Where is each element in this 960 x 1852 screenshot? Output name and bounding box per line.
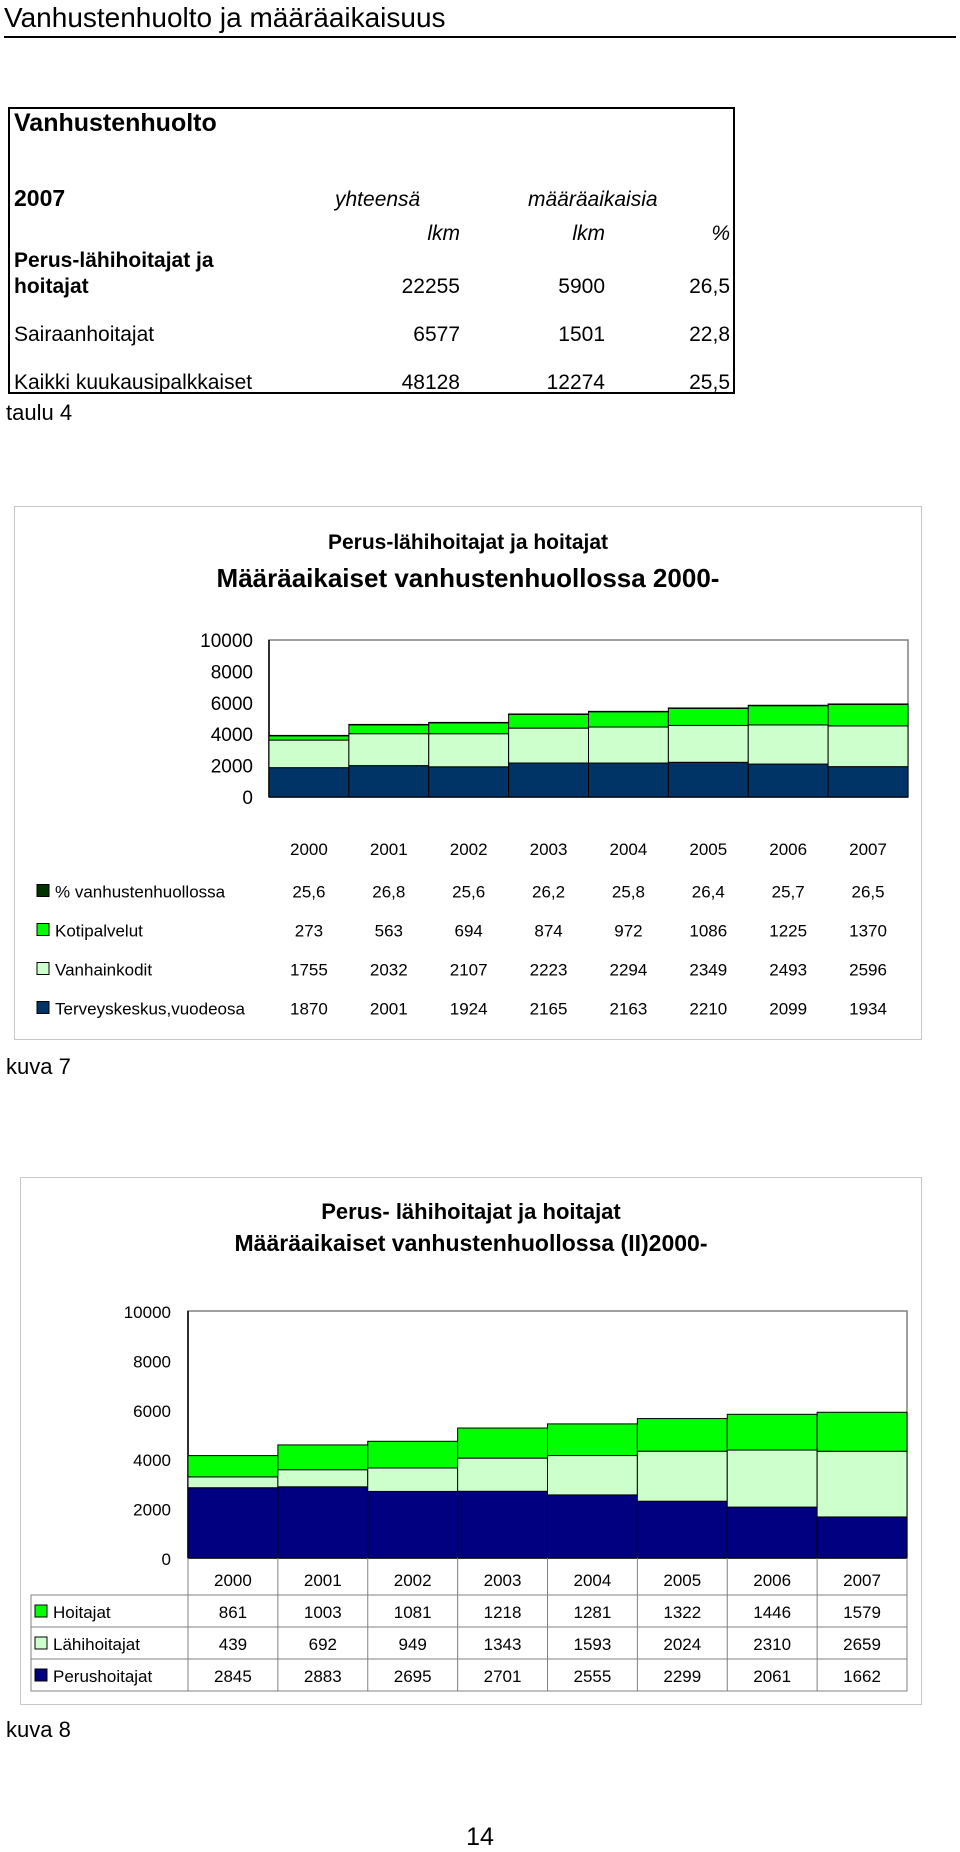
bar-segment [637, 1419, 727, 1452]
data-label: 25,8 [612, 883, 645, 902]
cell-total: 48128 [340, 371, 460, 395]
data-label: 2001 [370, 1000, 408, 1019]
data-label: 1593 [574, 1635, 612, 1654]
x-tick-label: 2007 [849, 840, 887, 859]
bar-segment [188, 1488, 278, 1558]
data-label: 25,6 [452, 883, 485, 902]
bar-segment [429, 767, 509, 797]
data-label: 1579 [843, 1603, 881, 1622]
data-label: 25,7 [772, 883, 805, 902]
page-number: 14 [0, 1823, 960, 1852]
bar-segment [727, 1414, 817, 1450]
y-tick-label: 0 [162, 1550, 171, 1569]
bar-segment [349, 725, 429, 734]
data-label: 1343 [484, 1635, 522, 1654]
data-label: 563 [375, 922, 403, 941]
bar-segment [828, 767, 908, 797]
data-label: 1003 [304, 1603, 342, 1622]
bar-segment [817, 1451, 907, 1517]
x-tick-label: 2000 [214, 1571, 252, 1590]
bar-segment [817, 1412, 907, 1451]
data-label: 874 [534, 922, 562, 941]
data-label: 692 [309, 1635, 337, 1654]
y-tick-label: 6000 [211, 694, 253, 715]
bar-segment [458, 1458, 548, 1491]
bar-segment [429, 723, 509, 734]
row-label: Perus-lähihoitajat ja [14, 249, 214, 273]
x-tick-label: 2000 [290, 840, 328, 859]
data-label: 1924 [450, 1000, 488, 1019]
unit-pct: % [660, 222, 730, 246]
data-label: 2107 [450, 961, 488, 980]
bar-segment [269, 740, 349, 768]
cell-fixed: 5900 [485, 275, 605, 299]
chart-subtitle: Määräaikaiset vanhustenhuollossa 2000- [15, 563, 921, 594]
table-caption: taulu 4 [6, 400, 72, 426]
bar-segment [589, 712, 669, 727]
bar-segment [349, 766, 429, 797]
data-label: 1322 [663, 1603, 701, 1622]
chart-kuva-8 [20, 1177, 922, 1705]
staff-table [8, 107, 735, 394]
x-tick-label: 2001 [304, 1571, 342, 1590]
data-label: 2845 [214, 1667, 252, 1686]
data-label: 949 [399, 1635, 427, 1654]
y-tick-label: 6000 [133, 1402, 171, 1421]
y-tick-label: 0 [242, 788, 253, 809]
bar-segment [548, 1424, 638, 1456]
cell-total: 6577 [340, 323, 460, 347]
page-header-title: Vanhustenhuolto ja määräaikaisuus [4, 2, 446, 34]
legend-label: Lähihoitajat [53, 1635, 140, 1654]
legend-label: Terveyskeskus,vuodeosa [55, 1000, 245, 1019]
bar-segment [748, 725, 828, 764]
y-tick-label: 8000 [133, 1352, 171, 1371]
legend-label: Kotipalvelut [55, 922, 143, 941]
data-label: 2883 [304, 1667, 342, 1686]
unit-lkm-total: lkm [390, 222, 460, 246]
cell-total: 22255 [340, 275, 460, 299]
bar-segment [269, 736, 349, 740]
data-label: 2555 [574, 1667, 612, 1686]
x-tick-label: 2002 [450, 840, 488, 859]
bar-segment [278, 1487, 368, 1558]
legend-label: Hoitajat [53, 1603, 111, 1622]
unit-lkm-fixed: lkm [525, 222, 605, 246]
bar-segment [727, 1507, 817, 1558]
legend-label: % vanhustenhuollossa [55, 883, 226, 902]
bar-segment [368, 1491, 458, 1558]
bar-segment [368, 1468, 458, 1491]
x-tick-label: 2003 [530, 840, 568, 859]
x-tick-label: 2005 [663, 1571, 701, 1590]
y-tick-label: 10000 [200, 631, 253, 652]
bar-segment [589, 727, 669, 763]
bar-segment [269, 768, 349, 797]
bar-segment [368, 1441, 458, 1468]
legend-key [37, 924, 49, 936]
bar-segment [589, 763, 669, 797]
chart-kuva-7 [14, 506, 922, 1040]
bar-segment [748, 764, 828, 797]
legend-key [37, 1002, 49, 1014]
bar-segment [637, 1501, 727, 1558]
x-tick-label: 2006 [753, 1571, 791, 1590]
x-tick-label: 2004 [610, 840, 648, 859]
data-label: 2695 [394, 1667, 432, 1686]
data-label: 2165 [530, 1000, 568, 1019]
y-tick-label: 4000 [133, 1451, 171, 1470]
bar-segment [727, 1450, 817, 1507]
x-tick-label: 2001 [370, 840, 408, 859]
chart-caption: kuva 7 [6, 1054, 71, 1080]
data-label: 1218 [484, 1603, 522, 1622]
bar-segment [548, 1456, 638, 1495]
y-tick-label: 2000 [211, 757, 253, 778]
bar-segment [429, 734, 509, 767]
bar-segment [668, 762, 748, 797]
x-tick-label: 2003 [484, 1571, 522, 1590]
data-label: 2210 [689, 1000, 727, 1019]
col-header-fixed: määräaikaisia [528, 188, 658, 212]
chart-plot [21, 1178, 923, 1706]
bar-segment [458, 1491, 548, 1558]
data-label: 2294 [610, 961, 648, 980]
data-label: 26,8 [372, 883, 405, 902]
x-tick-label: 2006 [769, 840, 807, 859]
cell-pct: 22,8 [610, 323, 730, 347]
legend-key [35, 1669, 47, 1681]
bar-segment [188, 1477, 278, 1488]
legend-key [35, 1637, 47, 1649]
data-label: 694 [455, 922, 483, 941]
bar-segment [817, 1517, 907, 1558]
x-tick-label: 2002 [394, 1571, 432, 1590]
y-tick-label: 2000 [133, 1501, 171, 1520]
data-label: 2310 [753, 1635, 791, 1654]
data-label: 26,5 [852, 883, 885, 902]
data-label: 2024 [663, 1635, 701, 1654]
bar-segment [509, 728, 589, 763]
x-tick-label: 2007 [843, 1571, 881, 1590]
data-label: 861 [219, 1603, 247, 1622]
row-label: Sairaanhoitajat [14, 323, 154, 347]
col-header-total: yhteensä [335, 188, 420, 212]
data-label: 2099 [769, 1000, 807, 1019]
legend-key [37, 963, 49, 975]
y-tick-label: 8000 [211, 662, 253, 683]
data-label: 2493 [769, 961, 807, 980]
data-label: 26,4 [692, 883, 725, 902]
bar-segment [509, 763, 589, 797]
legend-label: Vanhainkodit [55, 961, 152, 980]
page-header [4, 0, 956, 38]
bar-segment [828, 704, 908, 726]
cell-pct: 26,5 [610, 275, 730, 299]
bar-segment [278, 1445, 368, 1470]
data-label: 2163 [610, 1000, 648, 1019]
chart-title: Perus- lähihoitajat ja hoitajat [21, 1199, 921, 1225]
data-label: 2032 [370, 961, 408, 980]
data-label: 972 [614, 922, 642, 941]
bar-segment [188, 1456, 278, 1477]
row-label: hoitajat [14, 275, 89, 299]
bar-segment [828, 726, 908, 767]
data-label: 1086 [689, 922, 727, 941]
data-label: 26,2 [532, 883, 565, 902]
bar-segment [748, 706, 828, 725]
table-year: 2007 [14, 185, 65, 212]
data-label: 2223 [530, 961, 568, 980]
bar-segment [509, 714, 589, 728]
data-label: 1870 [290, 1000, 328, 1019]
data-label: 1225 [769, 922, 807, 941]
bar-segment [548, 1495, 638, 1558]
data-label: 1281 [574, 1603, 612, 1622]
legend-key [37, 885, 49, 897]
legend-label: Perushoitajat [53, 1667, 153, 1686]
data-label: 2596 [849, 961, 887, 980]
data-label: 439 [219, 1635, 247, 1654]
y-tick-label: 10000 [124, 1303, 171, 1322]
chart-subtitle: Määräaikaiset vanhustenhuollossa (II)2000- [21, 1230, 921, 1257]
bar-segment [349, 734, 429, 766]
chart-title: Perus-lähihoitajat ja hoitajat [15, 531, 921, 555]
cell-fixed: 1501 [485, 323, 605, 347]
x-tick-label: 2005 [689, 840, 727, 859]
data-label: 25,6 [292, 883, 325, 902]
chart-plot [15, 507, 923, 1041]
data-label: 1446 [753, 1603, 791, 1622]
data-label: 2299 [663, 1667, 701, 1686]
bar-segment [278, 1470, 368, 1487]
data-label: 2659 [843, 1635, 881, 1654]
data-label: 1081 [394, 1603, 432, 1622]
cell-pct: 25,5 [610, 371, 730, 395]
data-label: 1755 [290, 961, 328, 980]
y-tick-label: 4000 [211, 725, 253, 746]
data-label: 2349 [689, 961, 727, 980]
data-label: 2701 [484, 1667, 522, 1686]
x-tick-label: 2004 [574, 1571, 612, 1590]
data-label: 2061 [753, 1667, 791, 1686]
legend-key [35, 1605, 47, 1617]
bar-segment [637, 1451, 727, 1501]
table-title: Vanhustenhuolto [14, 109, 217, 138]
chart-caption: kuva 8 [6, 1717, 71, 1743]
data-label: 1370 [849, 922, 887, 941]
bar-segment [458, 1428, 548, 1458]
data-label: 1934 [849, 1000, 887, 1019]
data-label: 273 [295, 922, 323, 941]
data-label: 1662 [843, 1667, 881, 1686]
bar-segment [668, 725, 748, 762]
row-label: Kaikki kuukausipalkkaiset [14, 371, 252, 395]
bar-segment [668, 708, 748, 725]
cell-fixed: 12274 [485, 371, 605, 395]
